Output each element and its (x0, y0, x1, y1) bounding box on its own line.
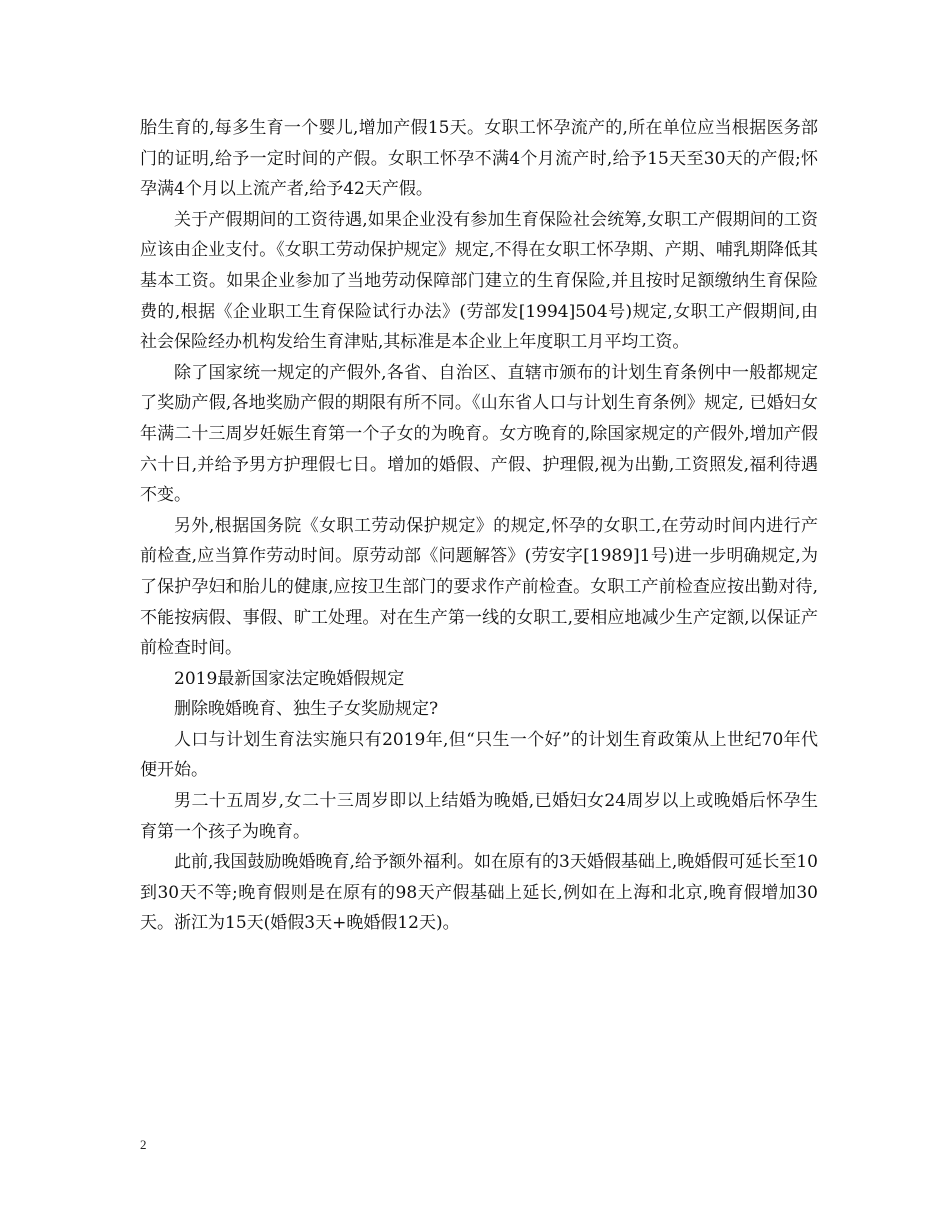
paragraph-7: 人口与计划生育法实施只有2019年,但“只生一个好”的计划生育政策从上世纪70年代便开始。 (140, 729, 818, 781)
paragraph-8: 男二十五周岁,女二十三周岁即以上结婚为晚婚,已婚妇女24周岁以上或晚婚后怀孕生育第一个孩子为晚育。 (140, 791, 818, 842)
page-number: 2 (140, 1137, 147, 1152)
section-heading-2019-marriage-leave: 2019最新国家法定晚婚假规定 (174, 668, 405, 689)
paragraph-3: 除了国家统一规定的产假外,各省、自治区、直辖市颁布的计划生育条例中一般都规定了奖励产假,各地奖励产假的期限有所不同。《山东省人口与计划生育条例》规定, 已婚妇女年满二十三周岁妊娠生育第一个子女的为晚育。女方晚育的,除国家规定的产假外,增加产假六十日,并给予男方护理假七日。增加的婚假、产假、护理假,视为出勤,工资照发,福利待遇不变。 (140, 362, 818, 506)
paragraph-4: 另外,根据国务院《女职工劳动保护规定》的规定,怀孕的女职工,在劳动时间内进行产前检查,应当算作劳动时间。原劳动部《问题解答》(劳安字[1989]1号)进一步明确规定,为了保护孕妇和胎儿的健康,应按卫生部门的要求作产前检查。女职工产前检查应按出勤对待,不能按病假、事假、旷工处理。对在生产第一线的女职工,要相应地减少生产定额,以保证产前检查时间。 (140, 515, 818, 659)
paragraph-2: 关于产假期间的工资待遇,如果企业没有参加生育保险社会统筹,女职工产假期间的工资应该由企业支付。《女职工劳动保护规定》规定,不得在女职工怀孕期、产期、哺乳期降低其基本工资。如果企业参加了当地劳动保障部门建立的生育保险,并且按时足额缴纳生育保险费的,根据《企业职工生育保险试行办法》(劳部发[1994]504号)规定,女职工产假期间,由社会保险经办机构发给生育津贴,其标准是本企业上年度职工月平均工资。 (140, 209, 818, 353)
paragraph-1: 胎生育的,每多生育一个婴儿,增加产假15天。女职工怀孕流产的,所在单位应当根据医务部门的证明,给予一定时间的产假。女职工怀孕不满4个月流产时,给予15天至30天的产假;怀孕满4个月以上流产者,给予42天产假。 (140, 118, 818, 200)
section-question-heading: 删除晚婚晚育、独生子女奖励规定? (174, 699, 439, 720)
paragraph-9: 此前,我国鼓励晚婚晚育,给予额外福利。如在原有的3天婚假基础上,晚婚假可延长至10到30天不等;晚育假则是在原有的98天产假基础上延长,例如在上海和北京,晚育假增加30天。浙江为15天(婚假3天+晚婚假12天)。 (140, 852, 818, 934)
document-body (140, 113, 818, 939)
